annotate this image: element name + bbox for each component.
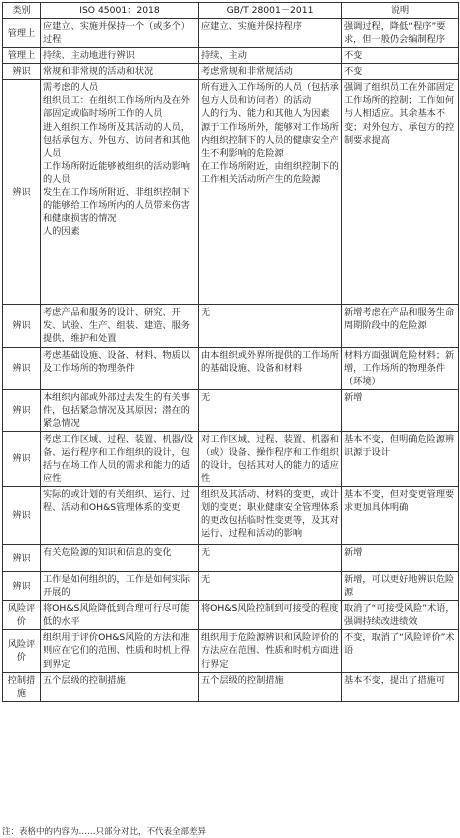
table-row <box>3 19 459 48</box>
note-cell: 基本不变，但明确危险源辨识源于设计 <box>342 431 459 486</box>
category-cell: 管理上 <box>3 19 41 48</box>
note-cell: 新增 <box>342 389 459 431</box>
gbt28001-cell: 无 <box>199 572 342 601</box>
gbt28001-cell: 所有进入工作场所的人员（包括承包方人员和访问者）的活动 人的行为、能力和其他人为因素 源于工作场所外，能够对工作场所内组织控制下的人员的健康安全产生不利影响的危险源 在工作场所附近，由组织控制下的工作相关活动所产生的危险源 <box>199 80 342 305</box>
iso45001-cell: 五个层级的控制措施 <box>41 672 199 701</box>
iso45001-cell: 考虑基础设施、设备、材料、物质以及工作场所的物理条件 <box>41 347 199 389</box>
gbt28001-cell: 无 <box>199 389 342 431</box>
note-cell: 不变 <box>342 64 459 80</box>
table-row <box>3 347 459 389</box>
note-cell: 新增 <box>342 545 459 572</box>
gbt28001-cell: 应建立、实施并保持程序 <box>199 19 342 48</box>
table-row <box>3 572 459 601</box>
header-note: 说明 <box>342 3 459 19</box>
category-cell: 辨识 <box>3 572 41 601</box>
iso45001-cell: 工作是如何组织的，工作是如何实际开展的 <box>41 572 199 601</box>
note-cell: 强调了组织员工在外部固定工作场所的控制；工作如何与人相适应。其余基本不变；对外包方、承包方的控制要求提高 <box>342 80 459 305</box>
category-cell: 辨识 <box>3 80 41 305</box>
iso45001-cell: 组织用于评价OH&S风险的方法和准则应在它们的范围、性质和时机上得到界定 <box>41 630 199 672</box>
gbt28001-cell: 对工作区域、过程、装置、机器和（或）设备、操作程序和工作组织的设计，包括其对人的能力的适应性 <box>199 431 342 486</box>
iso45001-cell: 考虑产品和服务的设计、研究、开发、试验、生产、组装、建造、服务提供、维护和处置 <box>41 305 199 347</box>
note-cell: 不变 <box>342 48 459 64</box>
note-cell: 材料方面强调危险材料；新增，工作场所的物理条件（环境） <box>342 347 459 389</box>
gbt28001-cell: 无 <box>199 545 342 572</box>
iso45001-cell: 将OH&S风险降低到合理可行尽可能低的水平 <box>41 601 199 630</box>
category-cell: 辨识 <box>3 305 41 347</box>
table-row <box>3 487 459 545</box>
gbt28001-cell: 五个层级的控制措施 <box>199 672 342 701</box>
iso45001-cell: 持续、主动地进行辨识 <box>41 48 199 64</box>
gbt28001-cell: 考虑常规和非常规活动 <box>199 64 342 80</box>
table-row <box>3 64 459 80</box>
gbt28001-cell: 由本组织或外界所提供的工作场所的基础设施、设备和材料 <box>199 347 342 389</box>
gbt28001-cell: 无 <box>199 305 342 347</box>
category-cell: 管理上 <box>3 48 41 64</box>
table-row <box>3 545 459 572</box>
header-gbt28001: GB/T 28001－2011 <box>199 3 342 19</box>
iso45001-cell: 需考虑的人员 组织员工：在组织工作场所内及在外部固定或临时场所工作的人员 进入组织工作场所及其活动的人员，包括承包方、外包方、访问者和其他人员 工作场所附近能够被组织的活动影响的人员 发生在工作场所附近、非组织控制下的能够给工作场所内的人员带来伤害和健康损害的情况 人的因素 <box>41 80 199 305</box>
gbt28001-cell: 将OH&S风险控制到可接受的程度 <box>199 601 342 630</box>
category-cell: 辨识 <box>3 389 41 431</box>
footer-note: 注：表格中的内容为……只部分对比，不代表全部差异 <box>2 827 207 837</box>
category-cell: 辨识 <box>3 545 41 572</box>
gbt28001-cell: 组织及其活动、材料的变更，或计划的变更；职业健康安全管理体系的更改包括临时性变更等，及其对运行、过程和活动的影响 <box>199 487 342 545</box>
table-row <box>3 630 459 672</box>
table-row <box>3 601 459 630</box>
iso45001-cell: 考虑工作区域、过程、装置、机器/设备、运行程序和工作组织的设计，包括与在场工作人员的需求和能力的适应性 <box>41 431 199 486</box>
category-cell: 辨识 <box>3 487 41 545</box>
iso45001-cell: 应建立、实施并保持一个（或多个）过程 <box>41 19 199 48</box>
category-cell: 辨识 <box>3 347 41 389</box>
iso45001-cell: 有关危险源的知识和信息的变化 <box>41 545 199 572</box>
note-cell: 不变，取消了“风险评价”术语 <box>342 630 459 672</box>
gbt28001-cell: 组织用于危险源辨识和风险评价的方法应在范围、性质和时机方面进行界定 <box>199 630 342 672</box>
comparison-table <box>2 2 459 702</box>
note-cell: 新增，可以更好地辨识危险源 <box>342 572 459 601</box>
category-cell: 风险评价 <box>3 601 41 630</box>
header-category: 类别 <box>3 3 41 19</box>
iso45001-cell: 常规和非常规的活动和状况 <box>41 64 199 80</box>
iso45001-cell: 本组织内部或外部过去发生的有关事件，包括紧急情况及其原因；潜在的紧急情况 <box>41 389 199 431</box>
gbt28001-cell: 持续、主动 <box>199 48 342 64</box>
category-cell: 风险评价 <box>3 630 41 672</box>
note-cell: 新增考虑在产品和服务生命周期阶段中的危险源 <box>342 305 459 347</box>
table-row <box>3 305 459 347</box>
table-row <box>3 80 459 305</box>
table-row <box>3 431 459 486</box>
header-iso45001: ISO 45001：2018 <box>41 3 199 19</box>
iso45001-cell: 实际的或计划的有关组织、运行、过程、活动和OH&S管理体系的变更 <box>41 487 199 545</box>
category-cell: 控制措施 <box>3 672 41 701</box>
note-cell: 基本不变，但对变更管理要求更加具体明确 <box>342 487 459 545</box>
note-cell: 强调过程，降低“程序”要求，但一般仍会编制程序 <box>342 19 459 48</box>
note-cell: 基本不变，提出了措施可 <box>342 672 459 701</box>
table-row <box>3 389 459 431</box>
category-cell: 辨识 <box>3 64 41 80</box>
header-row <box>3 3 459 19</box>
note-cell: 取消了“可接受风险”术语，强调持续改进绩效 <box>342 601 459 630</box>
table-row <box>3 48 459 64</box>
category-cell: 辨识 <box>3 431 41 486</box>
table-row <box>3 672 459 701</box>
